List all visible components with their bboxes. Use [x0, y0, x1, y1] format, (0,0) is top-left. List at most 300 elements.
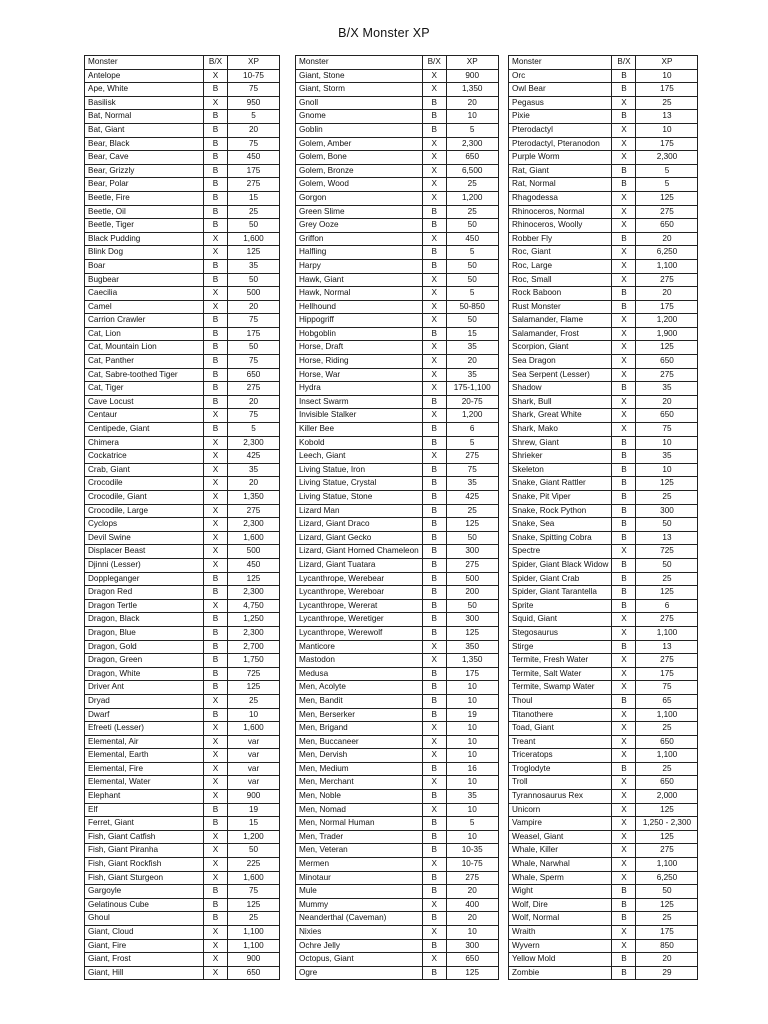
monster-name: Thoul [509, 694, 612, 708]
table-row [296, 110, 499, 124]
table-row [85, 518, 280, 532]
edition-code: B [204, 898, 228, 912]
xp-value: 35 [446, 368, 498, 382]
table-row [296, 667, 499, 681]
edition-code: X [204, 477, 228, 491]
edition-code: X [612, 654, 636, 668]
edition-code: B [422, 545, 446, 559]
edition-code: X [204, 531, 228, 545]
monster-name: Cat, Sabre-toothed Tiger [85, 368, 204, 382]
table-row [509, 382, 698, 396]
table-row [85, 423, 280, 437]
xp-value: 500 [446, 572, 498, 586]
table-row [509, 912, 698, 926]
table-row [296, 926, 499, 940]
edition-code: X [612, 96, 636, 110]
table-row [296, 491, 499, 505]
edition-code: B [612, 572, 636, 586]
monster-name: Kobold [296, 436, 423, 450]
table-row [85, 137, 280, 151]
table-row [85, 151, 280, 165]
edition-code: B [422, 423, 446, 437]
edition-code: B [204, 83, 228, 97]
monster-name: Men, Medium [296, 762, 423, 776]
edition-code: X [422, 151, 446, 165]
edition-code: X [612, 871, 636, 885]
edition-code: X [422, 314, 446, 328]
monster-name: Purple Worm [509, 151, 612, 165]
edition-code: X [612, 314, 636, 328]
xp-value: 950 [228, 96, 280, 110]
table-row [296, 463, 499, 477]
xp-value: 65 [636, 694, 698, 708]
xp-value: 650 [228, 966, 280, 980]
monster-table-column-2 [295, 55, 499, 980]
xp-value: 6 [446, 423, 498, 437]
xp-value: 125 [228, 572, 280, 586]
monster-name: Men, Noble [296, 790, 423, 804]
table-row [296, 368, 499, 382]
edition-code: B [422, 599, 446, 613]
monster-name: Triceratops [509, 749, 612, 763]
xp-value: 5 [446, 817, 498, 831]
edition-code: X [612, 776, 636, 790]
table-row [509, 817, 698, 831]
xp-value: 5 [636, 178, 698, 192]
monster-name: Men, Bandit [296, 694, 423, 708]
table-row [509, 640, 698, 654]
monster-name: Troglodyte [509, 762, 612, 776]
xp-value: 10 [446, 735, 498, 749]
monster-name: Displacer Beast [85, 545, 204, 559]
xp-value: 25 [446, 504, 498, 518]
edition-code: X [612, 613, 636, 627]
xp-value: 1,100 [636, 749, 698, 763]
xp-value: var [228, 762, 280, 776]
xp-value: 1,100 [636, 858, 698, 872]
monster-name: Wight [509, 885, 612, 899]
xp-value: 50 [446, 314, 498, 328]
edition-code: X [612, 273, 636, 287]
monster-name: Bear, Black [85, 137, 204, 151]
monster-name: Sea Serpent (Lesser) [509, 368, 612, 382]
table-row [509, 694, 698, 708]
edition-code: B [422, 694, 446, 708]
table-row [509, 273, 698, 287]
edition-code: X [422, 382, 446, 396]
xp-value: 20-75 [446, 395, 498, 409]
edition-code: X [422, 953, 446, 967]
xp-value: 650 [636, 409, 698, 423]
table-row [509, 545, 698, 559]
monster-name: Treant [509, 735, 612, 749]
xp-value: 1,600 [228, 722, 280, 736]
monster-name: Men, Acolyte [296, 681, 423, 695]
edition-code: B [422, 790, 446, 804]
monster-name: Bear, Polar [85, 178, 204, 192]
monster-name: Ape, White [85, 83, 204, 97]
xp-value: 6,250 [636, 871, 698, 885]
edition-code: X [204, 463, 228, 477]
edition-code: X [422, 355, 446, 369]
edition-code: B [204, 912, 228, 926]
monster-name: Elemental, Earth [85, 749, 204, 763]
table-row [509, 423, 698, 437]
xp-value: 10 [446, 926, 498, 940]
monster-name: Cockatrice [85, 450, 204, 464]
table-row [509, 966, 698, 980]
xp-value: 125 [636, 586, 698, 600]
edition-code: X [612, 191, 636, 205]
edition-code: X [422, 137, 446, 151]
table-row [296, 382, 499, 396]
edition-code: X [204, 749, 228, 763]
monster-name: Ghoul [85, 912, 204, 926]
edition-code: B [612, 491, 636, 505]
xp-value: 2,300 [228, 626, 280, 640]
edition-code: X [204, 436, 228, 450]
edition-code: X [612, 205, 636, 219]
table-row [296, 232, 499, 246]
xp-value: 35 [446, 341, 498, 355]
monster-table-1 [84, 55, 280, 980]
monster-name: Insect Swarm [296, 395, 423, 409]
xp-value: 175 [636, 300, 698, 314]
xp-value: 50 [228, 273, 280, 287]
monster-name: Stegosaurus [509, 626, 612, 640]
xp-value: 650 [636, 776, 698, 790]
edition-code: B [422, 518, 446, 532]
edition-code: B [204, 708, 228, 722]
table-row [509, 830, 698, 844]
monster-name: Lizard, Giant Draco [296, 518, 423, 532]
monster-name: Leech, Giant [296, 450, 423, 464]
monster-name: Squid, Giant [509, 613, 612, 627]
table-row [509, 232, 698, 246]
edition-code: B [204, 885, 228, 899]
monster-name: Neanderthal (Caveman) [296, 912, 423, 926]
table-row [509, 898, 698, 912]
table-row [296, 300, 499, 314]
edition-code: X [422, 640, 446, 654]
xp-value: 50 [446, 599, 498, 613]
table-row [509, 844, 698, 858]
table-row [296, 164, 499, 178]
xp-value: 1,100 [228, 939, 280, 953]
monster-name: Cave Locust [85, 395, 204, 409]
edition-code: X [422, 191, 446, 205]
monster-name: Men, Merchant [296, 776, 423, 790]
edition-code: B [204, 178, 228, 192]
table-row [85, 314, 280, 328]
table-row [85, 558, 280, 572]
xp-value: 275 [446, 871, 498, 885]
xp-value: 125 [636, 898, 698, 912]
table-row [85, 898, 280, 912]
xp-value: 425 [446, 491, 498, 505]
table-row [296, 531, 499, 545]
edition-code: X [612, 735, 636, 749]
xp-value: 10 [446, 694, 498, 708]
xp-value: 10 [446, 681, 498, 695]
edition-code: X [612, 259, 636, 273]
table-row [85, 545, 280, 559]
xp-value: 75 [228, 355, 280, 369]
edition-code: X [422, 654, 446, 668]
xp-value: 25 [636, 491, 698, 505]
table-row [85, 110, 280, 124]
edition-code: X [204, 926, 228, 940]
edition-code: X [204, 939, 228, 953]
xp-value: 35 [228, 259, 280, 273]
edition-code: B [204, 368, 228, 382]
table-row [296, 953, 499, 967]
table-row [296, 395, 499, 409]
table-row [85, 722, 280, 736]
edition-code: X [204, 232, 228, 246]
table-row [85, 69, 280, 83]
table-row [509, 531, 698, 545]
xp-value: 35 [228, 463, 280, 477]
edition-code: X [612, 844, 636, 858]
xp-value: 10-35 [446, 844, 498, 858]
edition-code: X [612, 246, 636, 260]
table-row [85, 436, 280, 450]
xp-value: 19 [446, 708, 498, 722]
xp-value: 20 [636, 232, 698, 246]
table-row [509, 939, 698, 953]
edition-code: B [612, 300, 636, 314]
monster-name: Vampire [509, 817, 612, 831]
edition-code: B [422, 762, 446, 776]
edition-code: X [422, 858, 446, 872]
monster-name: Crocodile, Giant [85, 491, 204, 505]
xp-value: 1,100 [636, 626, 698, 640]
table-row [509, 368, 698, 382]
xp-value: 35 [636, 450, 698, 464]
xp-value: 1,250 - 2,300 [636, 817, 698, 831]
edition-code: B [422, 626, 446, 640]
xp-value: 75 [228, 885, 280, 899]
xp-value: 20 [228, 477, 280, 491]
monster-name: Rhinoceros, Normal [509, 205, 612, 219]
monster-name: Scorpion, Giant [509, 341, 612, 355]
xp-value: 450 [228, 151, 280, 165]
edition-code: B [204, 259, 228, 273]
edition-code: B [422, 504, 446, 518]
table-row [85, 205, 280, 219]
monster-name: Lizard, Giant Horned Chameleon [296, 545, 423, 559]
xp-value: 2,300 [446, 137, 498, 151]
table-row [85, 178, 280, 192]
xp-value: 125 [446, 966, 498, 980]
edition-code: B [422, 96, 446, 110]
edition-code: X [422, 287, 446, 301]
edition-code: B [422, 885, 446, 899]
table-row [85, 790, 280, 804]
edition-code: B [612, 953, 636, 967]
monster-name: Boar [85, 259, 204, 273]
edition-code: X [612, 123, 636, 137]
table-row [509, 287, 698, 301]
xp-value: 50 [446, 273, 498, 287]
monster-name: Basilisk [85, 96, 204, 110]
table-row [296, 423, 499, 437]
xp-value: 275 [636, 844, 698, 858]
table-row [509, 735, 698, 749]
edition-code: B [204, 314, 228, 328]
table-row [509, 871, 698, 885]
table-row [509, 626, 698, 640]
xp-value: 175 [446, 667, 498, 681]
monster-name: Dragon, Blue [85, 626, 204, 640]
xp-value: 1,350 [228, 491, 280, 505]
table-header-row [296, 56, 499, 70]
xp-value: 25 [446, 205, 498, 219]
monster-name: Cat, Mountain Lion [85, 341, 204, 355]
xp-value: 20 [636, 953, 698, 967]
table-row [509, 803, 698, 817]
xp-value: 450 [446, 232, 498, 246]
edition-code: X [422, 722, 446, 736]
table-row [85, 735, 280, 749]
edition-code: X [204, 300, 228, 314]
monster-name: Spider, Giant Black Widow [509, 558, 612, 572]
monster-name: Hippogriff [296, 314, 423, 328]
xp-value: 2,300 [228, 436, 280, 450]
monster-name: Zombie [509, 966, 612, 980]
xp-value: 275 [446, 558, 498, 572]
edition-code: X [204, 762, 228, 776]
edition-code: B [612, 477, 636, 491]
xp-value: 650 [446, 953, 498, 967]
monster-name: Bear, Grizzly [85, 164, 204, 178]
edition-code: B [422, 966, 446, 980]
xp-value: 20 [228, 300, 280, 314]
table-row [509, 599, 698, 613]
xp-value: 125 [228, 246, 280, 260]
table-row [296, 762, 499, 776]
xp-value: 25 [636, 912, 698, 926]
table-row [509, 164, 698, 178]
monster-name: Snake, Giant Rattler [509, 477, 612, 491]
monster-name: Beetle, Fire [85, 191, 204, 205]
table-row [296, 844, 499, 858]
edition-code: X [612, 137, 636, 151]
edition-code: B [422, 436, 446, 450]
xp-value: 500 [228, 287, 280, 301]
table-row [296, 858, 499, 872]
edition-code: B [422, 586, 446, 600]
edition-code: X [612, 368, 636, 382]
edition-code: B [612, 110, 636, 124]
table-row [509, 858, 698, 872]
monster-name: Hydra [296, 382, 423, 396]
edition-code: B [422, 327, 446, 341]
table-row [509, 151, 698, 165]
header-bx: B/X [204, 56, 228, 70]
edition-code: B [612, 885, 636, 899]
edition-code: B [204, 123, 228, 137]
edition-code: B [204, 572, 228, 586]
xp-value: 650 [636, 735, 698, 749]
monster-name: Crocodile, Large [85, 504, 204, 518]
table-row [296, 504, 499, 518]
table-row [85, 327, 280, 341]
xp-value: 10 [446, 776, 498, 790]
xp-value: 50 [636, 518, 698, 532]
monster-name: Rat, Giant [509, 164, 612, 178]
edition-code: X [422, 735, 446, 749]
table-row [509, 749, 698, 763]
xp-value: 20 [446, 96, 498, 110]
table-row [509, 885, 698, 899]
edition-code: B [612, 463, 636, 477]
xp-value: 75 [228, 409, 280, 423]
edition-code: X [204, 504, 228, 518]
xp-value: 15 [228, 817, 280, 831]
monster-name: Sea Dragon [509, 355, 612, 369]
monster-name: Tyrannosaurus Rex [509, 790, 612, 804]
table-row [85, 382, 280, 396]
monster-name: Men, Brigand [296, 722, 423, 736]
monster-name: Harpy [296, 259, 423, 273]
table-row [509, 491, 698, 505]
edition-code: B [422, 912, 446, 926]
table-row [509, 953, 698, 967]
monster-name: Dragon Red [85, 586, 204, 600]
edition-code: B [422, 205, 446, 219]
table-row [85, 613, 280, 627]
monster-name: Snake, Sea [509, 518, 612, 532]
table-row [509, 436, 698, 450]
table-row [509, 137, 698, 151]
monster-name: Salamander, Frost [509, 327, 612, 341]
monster-name: Snake, Spitting Cobra [509, 531, 612, 545]
edition-code: B [612, 287, 636, 301]
table-row [509, 300, 698, 314]
monster-name: Octopus, Giant [296, 953, 423, 967]
edition-code: B [612, 450, 636, 464]
edition-code: B [422, 110, 446, 124]
xp-value: 900 [228, 953, 280, 967]
edition-code: B [422, 613, 446, 627]
xp-value: 10 [636, 69, 698, 83]
monster-name: Lycanthrope, Wererat [296, 599, 423, 613]
table-row [296, 722, 499, 736]
xp-value: 175-1,100 [446, 382, 498, 396]
monster-name: Giant, Frost [85, 953, 204, 967]
monster-name: Lizard, Giant Tuatara [296, 558, 423, 572]
monster-name: Mule [296, 885, 423, 899]
xp-value: 2,700 [228, 640, 280, 654]
xp-value: 1,200 [228, 830, 280, 844]
xp-value: 125 [636, 191, 698, 205]
monster-name: Rust Monster [509, 300, 612, 314]
header-monster: Monster [509, 56, 612, 70]
table-row [296, 123, 499, 137]
xp-value: 50 [446, 219, 498, 233]
table-row [296, 640, 499, 654]
edition-code: B [204, 191, 228, 205]
xp-value: 175 [636, 83, 698, 97]
edition-code: X [612, 327, 636, 341]
monster-name: Ogre [296, 966, 423, 980]
table-row [85, 491, 280, 505]
xp-value: 10 [636, 436, 698, 450]
xp-value: 35 [636, 382, 698, 396]
monster-table-column-3 [508, 55, 698, 980]
